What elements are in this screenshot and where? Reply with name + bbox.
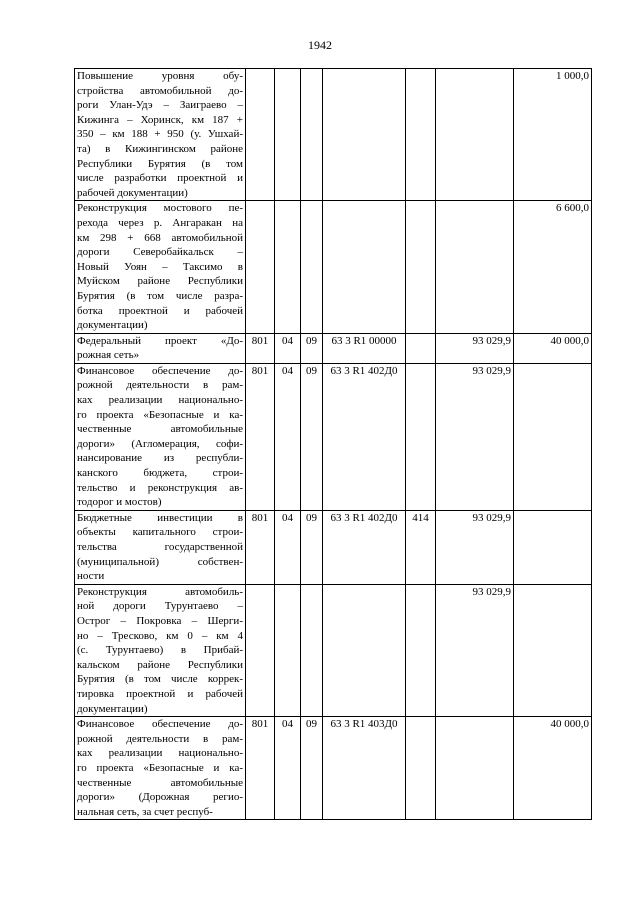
item-name-line: документации) — [77, 319, 148, 332]
item-name-line: ках реализации национально- — [77, 394, 243, 407]
item-name-line: канского бюджета, строи- — [77, 467, 243, 480]
item-name-line: числе разработки проектной и — [77, 172, 243, 185]
item-name-cell — [75, 584, 246, 716]
subsection-code-cell: 09 — [301, 717, 323, 820]
item-name-cell — [75, 201, 246, 333]
item-name-line: Бюджетные инвестиции в — [77, 511, 243, 524]
amount-cell-3: 40 000,0 — [514, 333, 592, 363]
amount-cell-2: 93 029,9 — [436, 584, 514, 716]
expense-type-cell — [406, 201, 436, 333]
section-code-cell — [275, 201, 301, 333]
item-name-line: объекты капитального строи- — [77, 526, 243, 539]
subsection-code-cell — [301, 69, 323, 201]
section-code-cell — [275, 69, 301, 201]
item-name-line: тельства государственной — [77, 541, 243, 553]
target-article-cell: 63 3 R1 403Д0 — [323, 717, 406, 820]
item-name-line: чественные автомобильные — [77, 776, 243, 789]
item-name-line: ботка проектной и рабочей — [77, 304, 243, 317]
item-name-line: дороги» (Дорожная регио- — [77, 791, 243, 804]
item-name-line: Федеральный проект «До- — [77, 334, 243, 347]
item-name-line: дороги» (Агломерация, софи- — [77, 437, 243, 450]
table-row — [75, 363, 592, 510]
item-name-line: тодорог и мостов) — [77, 496, 162, 509]
table-row — [75, 333, 592, 363]
item-name-cell — [75, 69, 246, 201]
expense-type-cell — [406, 584, 436, 716]
amount-cell-2: 93 029,9 — [436, 363, 514, 510]
table-row — [75, 69, 592, 201]
table-row — [75, 717, 592, 820]
target-article-cell: 63 3 R1 402Д0 — [323, 363, 406, 510]
ministry-code-cell: 801 — [246, 717, 275, 820]
section-code-cell: 04 — [275, 363, 301, 510]
item-name-line: Кижинга – Хоринск, км 187 + — [77, 113, 243, 126]
target-article-cell — [323, 69, 406, 201]
item-name-cell — [75, 717, 246, 820]
item-name-cell — [75, 510, 246, 584]
target-article-cell: 63 3 R1 00000 — [323, 333, 406, 363]
amount-cell-3 — [514, 584, 592, 716]
subsection-code-cell: 09 — [301, 510, 323, 584]
item-name-line: рабочей документации) — [77, 186, 188, 199]
item-name-line: дороги Северобайкальск – — [77, 246, 243, 259]
item-name-line: Реконструкция мостового пе- — [77, 202, 243, 215]
amount-cell-2 — [436, 717, 514, 820]
amount-cell-2: 93 029,9 — [436, 510, 514, 584]
amount-cell-3: 1 000,0 — [514, 69, 592, 201]
item-name-line: но – Тресково, км 0 – км 4 — [77, 629, 243, 642]
ministry-code-cell — [246, 69, 275, 201]
expense-type-cell: 414 — [406, 510, 436, 584]
expense-type-cell — [406, 69, 436, 201]
expense-type-cell — [406, 717, 436, 820]
item-name-line: рожной деятельности в рам- — [77, 732, 243, 745]
item-name-line: стройства автомобильной до- — [77, 84, 243, 97]
table-row — [75, 201, 592, 333]
item-name-line: чественные автомобильные — [77, 423, 243, 436]
item-name-line: Новый Уоян – Таксимо в — [77, 260, 243, 273]
ministry-code-cell: 801 — [246, 363, 275, 510]
ministry-code-cell — [246, 584, 275, 716]
subsection-code-cell — [301, 584, 323, 716]
section-code-cell: 04 — [275, 510, 301, 584]
item-name-line: роги Улан-Удэ – Заиграево – — [77, 99, 243, 112]
subsection-code-cell — [301, 201, 323, 333]
amount-cell-3 — [514, 363, 592, 510]
item-name-line: та) в Кижингинском районе — [77, 142, 243, 155]
amount-cell-3: 6 600,0 — [514, 201, 592, 333]
item-name-line: рожная сеть» — [77, 349, 140, 362]
amount-cell-3 — [514, 510, 592, 584]
target-article-cell — [323, 201, 406, 333]
subsection-code-cell: 09 — [301, 333, 323, 363]
item-name-line: Республики Бурятия (в том — [77, 157, 243, 170]
ministry-code-cell — [246, 201, 275, 333]
item-name-line: го проекта «Безопасные и ка- — [77, 761, 243, 774]
item-name-line: ной дороги Турунтаево – — [77, 600, 243, 613]
item-name-line: км 298 + 668 автомобильной — [77, 231, 243, 244]
table-row — [75, 510, 592, 584]
ministry-code-cell: 801 — [246, 510, 275, 584]
amount-cell-2 — [436, 69, 514, 201]
table-row — [75, 584, 592, 716]
amount-cell-3: 40 000,0 — [514, 717, 592, 820]
item-name-line: нальная сеть, за счет респуб- — [77, 805, 213, 818]
item-name-line: (муниципальной) собствен- — [77, 555, 243, 568]
section-code-cell: 04 — [275, 717, 301, 820]
budget-table — [74, 68, 592, 820]
item-name-line: Бурятия (в том числе разра- — [77, 289, 243, 302]
item-name-line: ности — [77, 570, 105, 583]
item-name-line: Острог – Покровка – Шерги- — [77, 614, 243, 627]
item-name-line: ках реализации национально- — [77, 747, 243, 760]
item-name-line: Муйском районе Республики — [77, 275, 243, 288]
item-name-line: рехода через р. Ангаракан на — [77, 216, 243, 229]
item-name-line: Реконструкция автомобиль- — [77, 585, 243, 598]
target-article-cell: 63 3 R1 402Д0 — [323, 510, 406, 584]
target-article-cell — [323, 584, 406, 716]
item-name-cell — [75, 333, 246, 363]
item-name-cell — [75, 363, 246, 510]
amount-cell-2 — [436, 201, 514, 333]
item-name-line: тировка проектной и рабочей — [77, 687, 243, 700]
item-name-line: нансирование из республи- — [77, 452, 243, 465]
item-name-line: 350 – км 188 + 950 (у. Ушхай- — [77, 128, 243, 141]
item-name-line: Финансовое обеспечение до- — [77, 718, 243, 731]
item-name-line: (с. Турунтаево) в Прибай- — [77, 644, 243, 657]
page-number: 1942 — [308, 38, 332, 52]
item-name-line: кальском районе Республики — [77, 658, 243, 671]
item-name-line: рожной деятельности в рам- — [77, 379, 243, 392]
item-name-line: го проекта «Безопасные и ка- — [77, 408, 243, 421]
item-name-line: Повышение уровня обу- — [77, 70, 243, 82]
section-code-cell: 04 — [275, 333, 301, 363]
ministry-code-cell: 801 — [246, 333, 275, 363]
item-name-line: Бурятия (в том числе коррек- — [77, 673, 243, 686]
expense-type-cell — [406, 333, 436, 363]
section-code-cell — [275, 584, 301, 716]
expense-type-cell — [406, 363, 436, 510]
item-name-line: тельство и реконструкция ав- — [77, 481, 243, 494]
item-name-line: документации) — [77, 702, 148, 715]
subsection-code-cell: 09 — [301, 363, 323, 510]
amount-cell-2: 93 029,9 — [436, 333, 514, 363]
item-name-line: Финансовое обеспечение до- — [77, 364, 243, 377]
